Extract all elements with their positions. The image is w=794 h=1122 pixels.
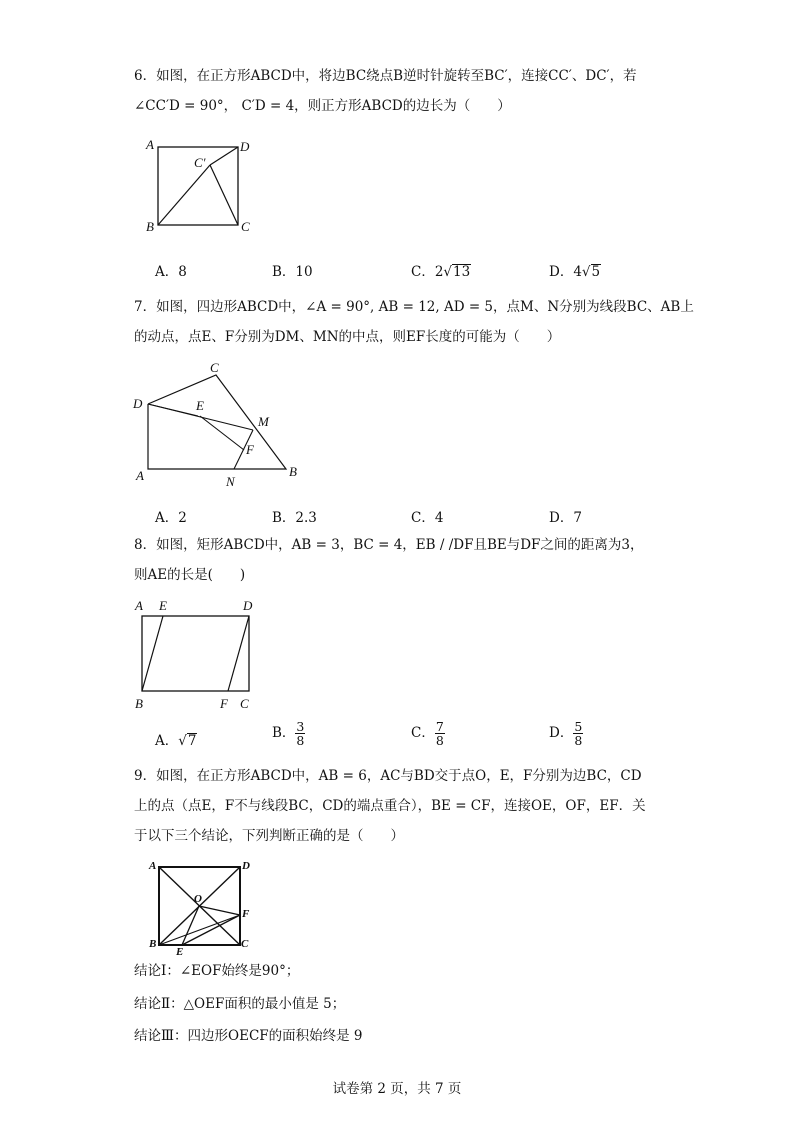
page-footer: 试卷第 2 页，共 7 页 — [332, 1081, 462, 1097]
q8-label-B: B — [135, 696, 143, 711]
q9-figure — [144, 857, 264, 957]
q8-line2: 则AE的长是( ) — [134, 567, 246, 583]
q8-option-a: A．√7 — [155, 733, 197, 749]
q9-label-D: D — [242, 860, 250, 872]
q9-label-A: A — [149, 860, 157, 872]
q7-label-E: E — [196, 398, 204, 413]
q7-label-M: M — [258, 414, 269, 429]
q8-figure — [130, 596, 270, 716]
q6-option-d: D．4√5 — [549, 264, 601, 280]
q7-line1: 7．如图，四边形ABCD中，∠A = 90°, AB = 12, AD = 5，点M、N分别为线段BC、AB上 — [134, 299, 694, 315]
q8-option-c: C． $\frac{7}{8}$ — [411, 719, 444, 748]
q9-label-B: B — [149, 938, 157, 950]
q8-option-d: D． $\frac{5}{8}$ — [549, 719, 583, 748]
q9-line3: 于以下三个结论，下列判断正确的是（ ） — [134, 828, 404, 844]
q7-option-b: B．2.3 — [272, 510, 317, 526]
q7-line2: 的动点，点E、F分别为DM、MN的中点，则EF长度的可能为（ ） — [134, 329, 561, 345]
q8-label-F: F — [220, 696, 228, 711]
q6-option-c: C．2√13 — [411, 264, 471, 280]
q6-option-b: B．10 — [272, 264, 313, 280]
q6-line2: ∠CC′D = 90°， C′D = 4，则正方形ABCD的边长为（ ） — [134, 98, 511, 114]
q9-label-E: E — [176, 946, 184, 958]
q7-option-c: C．4 — [411, 510, 444, 526]
q6-figure — [140, 135, 260, 235]
q6-label-C1: C′ — [194, 155, 206, 170]
q9-line1: 9．如图，在正方形ABCD中，AB = 6，AC与BD交于点O，E，F分别为边BC，CD — [134, 768, 642, 784]
q6-label-D: D — [240, 139, 250, 154]
q7-figure — [130, 358, 310, 488]
q6-label-A: A — [146, 137, 154, 152]
q7-option-a: A．2 — [155, 510, 187, 526]
q9-conclusion-3: 结论Ⅲ：四边形OECF的面积始终是 9 — [134, 1028, 363, 1044]
q8-line1: 8．如图，矩形ABCD中，AB = 3，BC = 4，EB / /DF且BE与DF之间的距离为3， — [134, 537, 644, 553]
q7-label-F: F — [246, 442, 254, 457]
q7-label-D: D — [133, 396, 143, 411]
q7-label-C: C — [210, 360, 219, 375]
q8-label-D: D — [243, 598, 253, 613]
q7-label-A: A — [136, 468, 144, 483]
q8-label-C: C — [240, 696, 249, 711]
q8-option-b: B． $\frac{3}{8}$ — [272, 719, 305, 748]
q9-conclusion-1: 结论Ⅰ：∠EOF始终是90°； — [134, 963, 300, 979]
q9-conclusion-2: 结论Ⅱ：△OEF面积的最小值是 5； — [134, 996, 346, 1012]
q7-label-N: N — [226, 474, 235, 489]
q9-label-F: F — [242, 908, 250, 920]
q8-label-A: A — [135, 598, 143, 613]
q6-option-a: A．8 — [155, 264, 187, 280]
q9-label-O: O — [194, 893, 202, 905]
q7-option-d: D．7 — [549, 510, 582, 526]
q6-label-C: C — [241, 219, 250, 234]
q9-label-C: C — [241, 938, 249, 950]
q8-label-E: E — [159, 598, 167, 613]
q7-label-B: B — [289, 464, 297, 479]
q6-label-B: B — [146, 219, 154, 234]
q6-line1: 6．如图，在正方形ABCD中，将边BC绕点B逆时针旋转至BC′，连接CC′、DC′，若 — [134, 68, 637, 84]
q9-line2: 上的点（点E，F不与线段BC，CD的端点重合），BE = CF，连接OE，OF，EF．关 — [134, 798, 646, 814]
